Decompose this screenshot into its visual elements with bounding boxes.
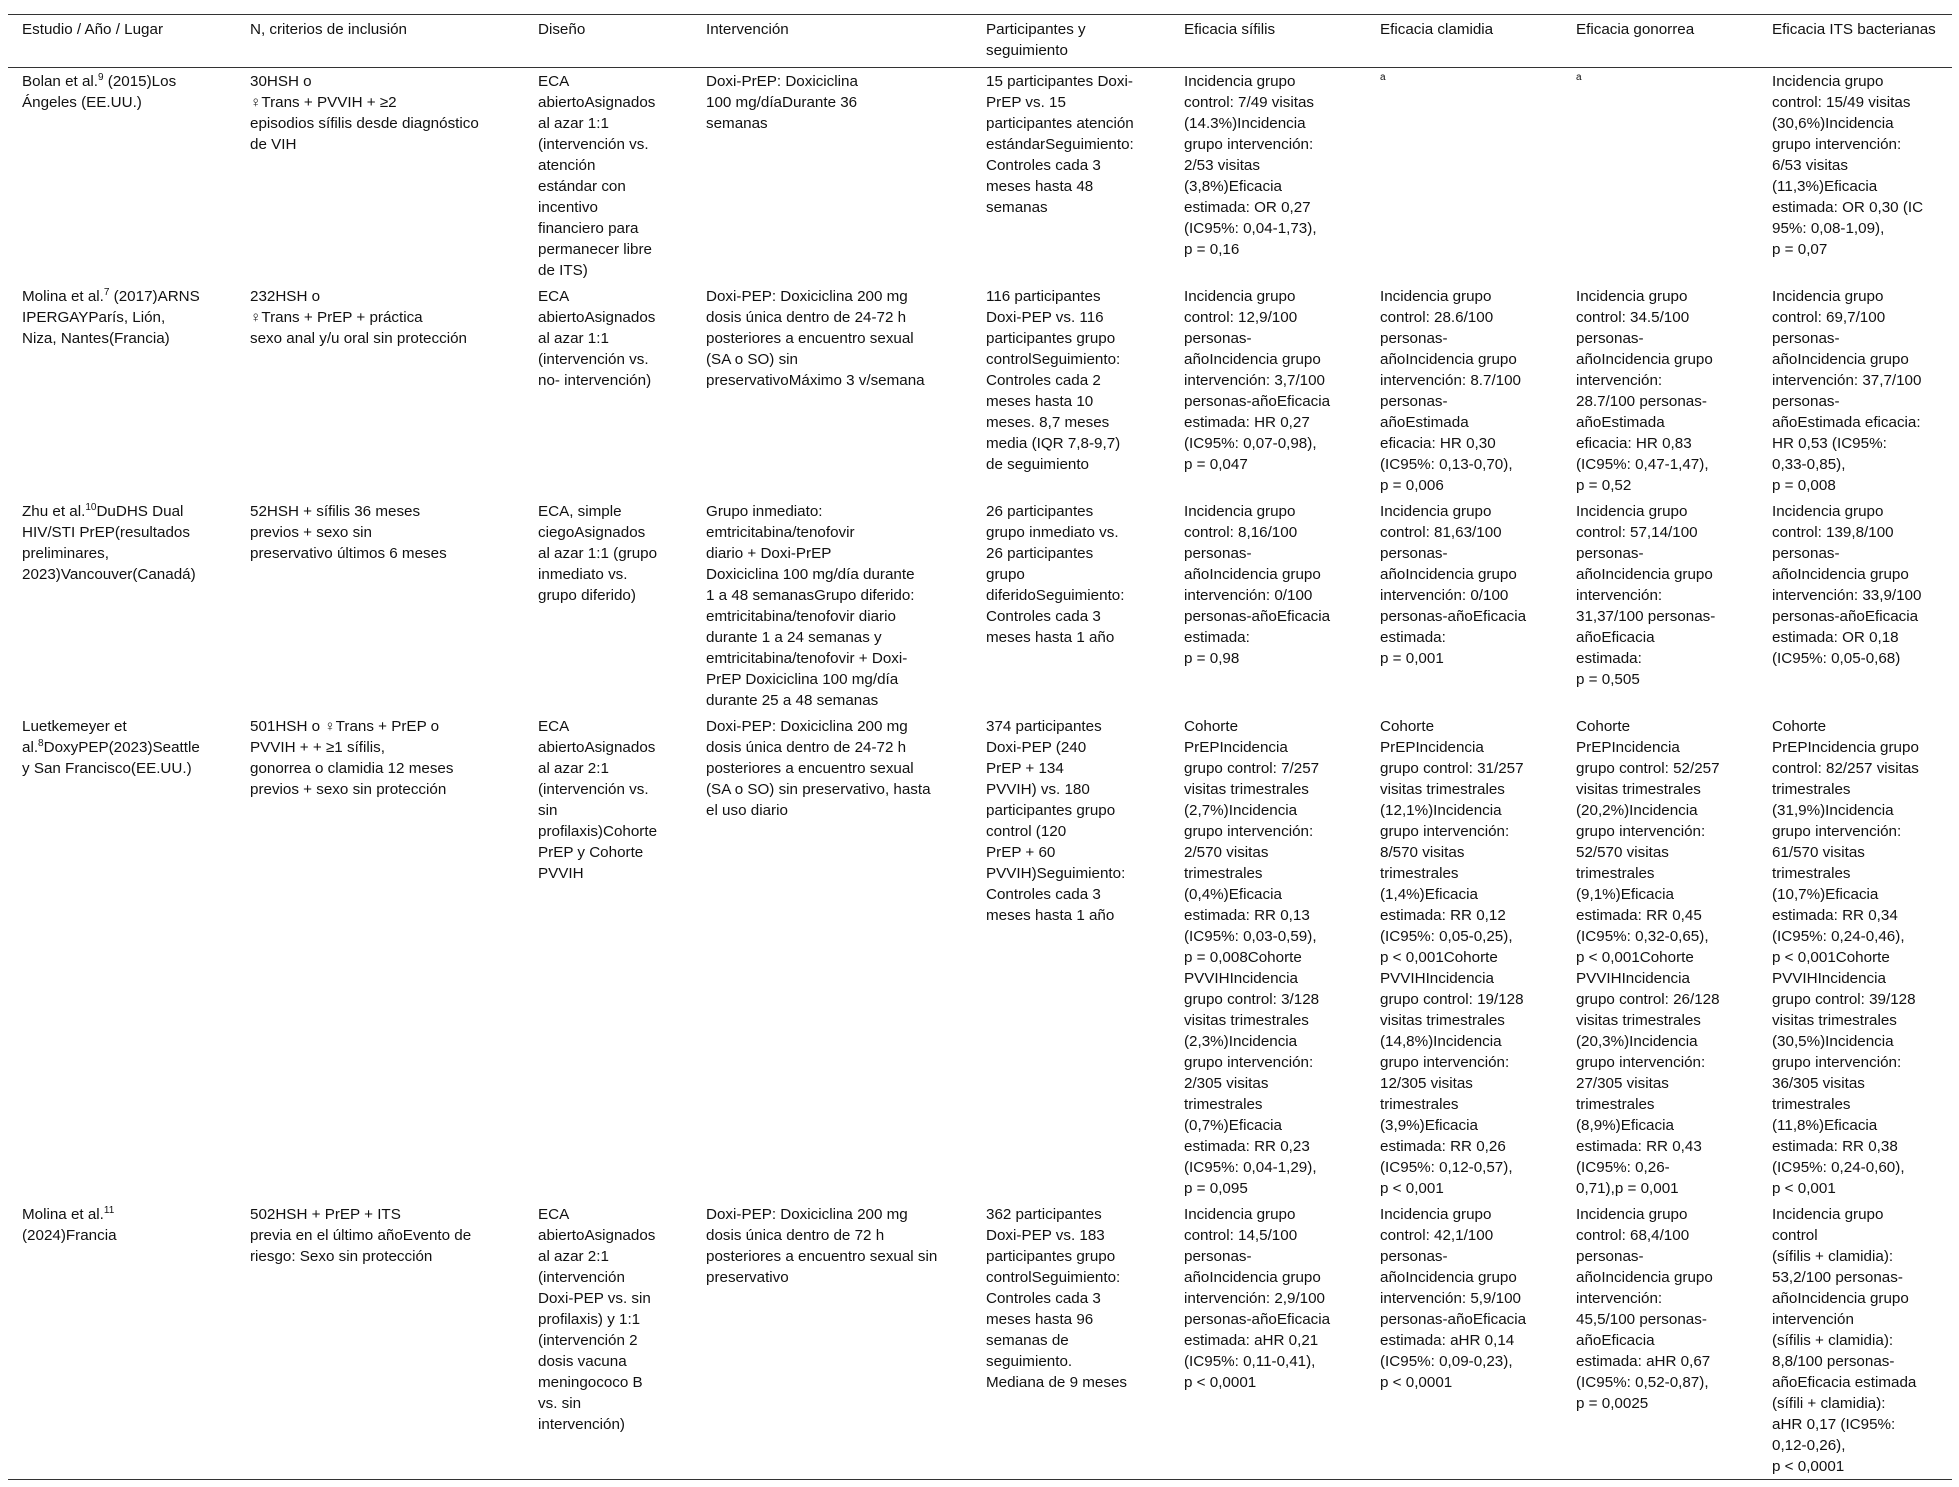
design-cell: ECA abiertoAsignados al azar 2:1 (intervención vs. sin profilaxis)Cohorte PrEP y Cohorte PVVIH	[538, 718, 658, 882]
criteria-cell: 52HSH + sífilis 36 meses previos + sexo sin preservativo últimos 6 meses	[250, 503, 447, 562]
chlamydia-cell: Incidencia grupo control: 28.6/100 personas- añoIncidencia grupo intervención: 8.7/100 personas- añoEstimada eficacia: HR 0,30 (IC95%: 0,13-0,70), p = 0,006	[1380, 288, 1522, 494]
study-name: Zhu et al.	[22, 503, 86, 520]
header-design: Diseño	[524, 15, 692, 68]
study-cell	[8, 68, 236, 284]
study-cell	[8, 1201, 236, 1480]
header-criteria: N, criterios de inclusión	[236, 15, 524, 68]
design-cell: ECA abiertoAsignados al azar 1:1 (intervención vs. atención estándar con incentivo financiero para permanecer libre de ITS)	[538, 73, 656, 279]
design-cell: ECA, simple ciegoAsignados al azar 1:1 (grupo inmediato vs. grupo diferido)	[538, 503, 658, 604]
study-year-place: DuDHS Dual HIV/STI PrEP(resultados preliminares, 2023)Vancouver(Canadá)	[22, 503, 196, 583]
criteria-cell: 30HSH o ♀Trans + PVVIH + ≥2 episodios sífilis desde diagnóstico de VIH	[250, 73, 479, 153]
bacterial-cell: Incidencia grupo control: 139,8/100 personas- añoIncidencia grupo intervención: 33,9/100 personas-añoEficacia estimada: OR 0,18 (IC95%: 0,05-0,68)	[1772, 503, 1922, 667]
intervention-cell: Grupo inmediato: emtricitabina/tenofovir diario + Doxi-PrEP Doxiciclina 100 mg/día durante 1 a 48 semanasGrupo diferido: emtricitabina/tenofovir diario durante 1 a 24 semanas y emtricitabina/tenofovir + Doxi- PrEP Doxiciclina 100 mg/día durante 25 a 48 semanas	[706, 503, 915, 709]
reference-number: 8	[38, 737, 44, 749]
header-study: Estudio / Año / Lugar	[8, 15, 236, 68]
footnote-mark: a	[1380, 71, 1386, 83]
chlamydia-cell: Incidencia grupo control: 81,63/100 personas- añoIncidencia grupo intervención: 0/100 personas-añoEficacia estimada: p = 0,001	[1380, 503, 1527, 667]
table-row	[8, 68, 1952, 284]
participants-cell: 26 participantes grupo inmediato vs. 26 participantes grupo diferidoSeguimiento: Controles cada 3 meses hasta 1 año	[986, 503, 1125, 646]
reference-number: 9	[98, 71, 104, 83]
study-name: Luetkemeyer et al.	[22, 718, 127, 756]
intervention-cell: Doxi-PEP: Doxiciclina 200 mg dosis única dentro de 72 h posteriores a encuentro sexual sin preservativo	[692, 1201, 972, 1480]
study-year-place: (2017)ARNS IPERGAYParís, Lión, Niza, Nantes(Francia)	[22, 288, 200, 347]
table-row	[8, 1201, 1952, 1480]
chlamydia-cell: Incidencia grupo control: 42,1/100 personas- añoIncidencia grupo intervención: 5,9/100 personas-añoEficacia estimada: aHR 0,14 (IC95%: 0,09-0,23), p < 0,0001	[1366, 1201, 1562, 1480]
gonorrhea-cell: Incidencia grupo control: 68,4/100 personas- añoIncidencia grupo intervención: 45,5/100 personas- añoEficacia estimada: aHR 0,67 (IC95%: 0,52-0,87), p = 0,0025	[1562, 1201, 1758, 1480]
bacterial-cell: Incidencia grupo control: 69,7/100 personas- añoIncidencia grupo intervención: 37,7/100 personas- añoEstimada eficacia: HR 0,53 (IC95%: 0,33-0,85), p = 0,008	[1772, 288, 1922, 494]
participants-cell: 362 participantes Doxi-PEP vs. 183 participantes grupo controlSeguimiento: Controles cada 3 meses hasta 96 semanas de seguimiento. Mediana de 9 meses	[972, 1201, 1170, 1480]
syphilis-cell: Incidencia grupo control: 8,16/100 personas- añoIncidencia grupo intervención: 0/100 personas-añoEficacia estimada: p = 0,98	[1184, 503, 1331, 667]
intervention-cell: Doxi-PEP: Doxiciclina 200 mg dosis única dentro de 24-72 h posteriores a encuentro sexual (SA o SO) sin preservativoMáximo 3 v/semana	[706, 288, 925, 389]
study-cell	[8, 283, 236, 498]
syphilis-cell: Cohorte PrEPIncidencia grupo control: 7/257 visitas trimestrales (2,7%)Incidencia grupo intervención: 2/570 visitas trimestrales (0,4%)Eficacia estimada: RR 0,13 (IC95%: 0,03-0,59), p = 0,008Cohorte PVVIHIncidencia grupo control: 3/128 visitas trimestrales (2,3%)Incidencia grupo intervención: 2/305 visitas trimestrales (0,7%)Eficacia estimada: RR 0,23 (IC95%: 0,04-1,29), p = 0,095	[1184, 718, 1320, 1197]
table-container	[8, 14, 1952, 1480]
header-chlamydia: Eficacia clamidia	[1366, 15, 1562, 68]
gonorrhea-cell	[1562, 68, 1758, 284]
study-year-place: DoxyPEP(2023)Seattle y San Francisco(EE.UU.)	[22, 739, 200, 777]
studies-table	[8, 14, 1952, 1480]
gonorrhea-cell: Incidencia grupo control: 57,14/100 personas- añoIncidencia grupo intervención: 31,37/100 personas- añoEficacia estimada: p = 0,505	[1576, 503, 1716, 688]
table-row	[8, 283, 1952, 498]
study-cell	[8, 713, 236, 1201]
intervention-cell: Doxi-PEP: Doxiciclina 200 mg dosis única dentro de 24-72 h posteriores a encuentro sexual (SA o SO) sin preservativo, hasta el uso diario	[706, 718, 931, 819]
study-name: Bolan et al.	[22, 73, 98, 90]
participants-cell: 374 participantes Doxi-PEP (240 PrEP + 134 PVVIH) vs. 180 participantes grupo control (120 PrEP + 60 PVVIH)Seguimiento: Controles cada 3 meses hasta 1 año	[986, 718, 1126, 924]
bacterial-cell: Incidencia grupo control: 15/49 visitas (30,6%)Incidencia grupo intervención: 6/53 visitas (11,3%)Eficacia estimada: OR 0,30 (IC 95%: 0,08-1,09), p = 0,07	[1772, 73, 1924, 258]
header-syphilis: Eficacia sífilis	[1170, 15, 1366, 68]
table-row	[8, 713, 1952, 1201]
header-participants: Participantes y seguimiento	[972, 15, 1170, 68]
table-row	[8, 498, 1952, 713]
reference-number: 11	[103, 1204, 115, 1216]
participants-cell: 15 participantes Doxi- PrEP vs. 15 participantes atención estándarSeguimiento: Controles cada 3 meses hasta 48 semanas	[986, 73, 1134, 216]
design-cell: ECA abiertoAsignados al azar 2:1 (intervención Doxi-PEP vs. sin profilaxis) y 1:1 (intervención 2 dosis vacuna meningococo B vs. sin intervención)	[524, 1201, 692, 1480]
syphilis-cell: Incidencia grupo control: 14,5/100 personas- añoIncidencia grupo intervención: 2,9/100 personas-añoEficacia estimada: aHR 0,21 (IC95%: 0,11-0,41), p < 0,0001	[1170, 1201, 1366, 1480]
header-intervention: Intervención	[692, 15, 972, 68]
header-row	[8, 15, 1952, 68]
design-cell: ECA abiertoAsignados al azar 1:1 (intervención vs. no- intervención)	[538, 288, 656, 389]
syphilis-cell: Incidencia grupo control: 7/49 visitas (14.3%)Incidencia grupo intervención: 2/53 visitas (3,8%)Eficacia estimada: OR 0,27 (IC95%: 0,04-1,73), p = 0,16	[1184, 73, 1317, 258]
chlamydia-cell: Cohorte PrEPIncidencia grupo control: 31/257 visitas trimestrales (12,1%)Incidencia grupo intervención: 8/570 visitas trimestrales (1,4%)Eficacia estimada: RR 0,12 (IC95%: 0,05-0,25), p < 0,001Cohorte PVVIHIncidencia grupo control: 19/128 visitas trimestrales (14,8%)Incidencia grupo intervención: 12/305 visitas trimestrales (3,9%)Eficacia estimada: RR 0,26 (IC95%: 0,12-0,57), p < 0,001	[1380, 718, 1524, 1197]
gonorrhea-cell: Incidencia grupo control: 34.5/100 personas- añoIncidencia grupo intervención: 28.7/100 personas- añoEstimada eficacia: HR 0,83 (IC95%: 0,47-1,47), p = 0,52	[1576, 288, 1713, 494]
study-year-place: (2015)Los Ángeles (EE.UU.)	[22, 73, 177, 111]
footnote-mark: a	[1576, 71, 1582, 83]
chlamydia-cell	[1366, 68, 1562, 284]
criteria-cell: 502HSH + PrEP + ITS previa en el último añoEvento de riesgo: Sexo sin protección	[236, 1201, 524, 1480]
study-year-place: (2024)Francia	[22, 1227, 117, 1244]
reference-number: 10	[85, 501, 97, 513]
intervention-cell: Doxi-PrEP: Doxiciclina 100 mg/díaDurante 36 semanas	[706, 73, 858, 132]
study-cell	[8, 498, 236, 713]
reference-number: 7	[103, 286, 110, 298]
study-name: Molina et al.	[22, 288, 104, 305]
syphilis-cell: Incidencia grupo control: 12,9/100 personas- añoIncidencia grupo intervención: 3,7/100 personas-añoEficacia estimada: HR 0,27 (IC95%: 0,07-0,98), p = 0,047	[1184, 288, 1331, 473]
study-name: Molina et al.	[22, 1206, 104, 1223]
bacterial-cell: Incidencia grupo control (sífilis + clamidia): 53,2/100 personas- añoIncidencia grupo intervención (sífilis + clamidia): 8,8/100 personas- añoEficacia estimada (sífili + clamidia): aHR 0,17 (IC95%: 0,12-0,26), p < 0,0001	[1758, 1201, 1952, 1480]
criteria-cell: 501HSH o ♀Trans + PrEP o PVVIH + + ≥1 sífilis, gonorrea o clamidia 12 meses previos + sexo sin protección	[250, 718, 454, 798]
criteria-cell: 232HSH o ♀Trans + PrEP + práctica sexo anal y/u oral sin protección	[250, 288, 467, 347]
header-gonorrhea: Eficacia gonorrea	[1562, 15, 1758, 68]
gonorrhea-cell: Cohorte PrEPIncidencia grupo control: 52/257 visitas trimestrales (20,2%)Incidencia grupo intervención: 52/570 visitas trimestrales (9,1%)Eficacia estimada: RR 0,45 (IC95%: 0,32-0,65), p < 0,001Cohorte PVVIHIncidencia grupo control: 26/128 visitas trimestrales (20,3%)Incidencia grupo intervención: 27/305 visitas trimestrales (8,9%)Eficacia estimada: RR 0,43 (IC95%: 0,26- 0,71),p = 0,001	[1576, 718, 1720, 1197]
bacterial-cell: Cohorte PrEPIncidencia grupo control: 82/257 visitas trimestrales (31,9%)Incidencia grupo intervención: 61/570 visitas trimestrales (10,7%)Eficacia estimada: RR 0,34 (IC95%: 0,24-0,46), p < 0,001Cohorte PVVIHIncidencia grupo control: 39/128 visitas trimestrales (30,5%)Incidencia grupo intervención: 36/305 visitas trimestrales (11,8%)Eficacia estimada: RR 0,38 (IC95%: 0,24-0,60), p < 0,001	[1772, 718, 1919, 1197]
participants-cell: 116 participantes Doxi-PEP vs. 116 participantes grupo controlSeguimiento: Controles cada 2 meses hasta 10 meses. 8,7 meses media (IQR 7,8-9,7) de seguimiento	[986, 288, 1121, 473]
header-bacterial: Eficacia ITS bacterianas	[1758, 15, 1952, 68]
